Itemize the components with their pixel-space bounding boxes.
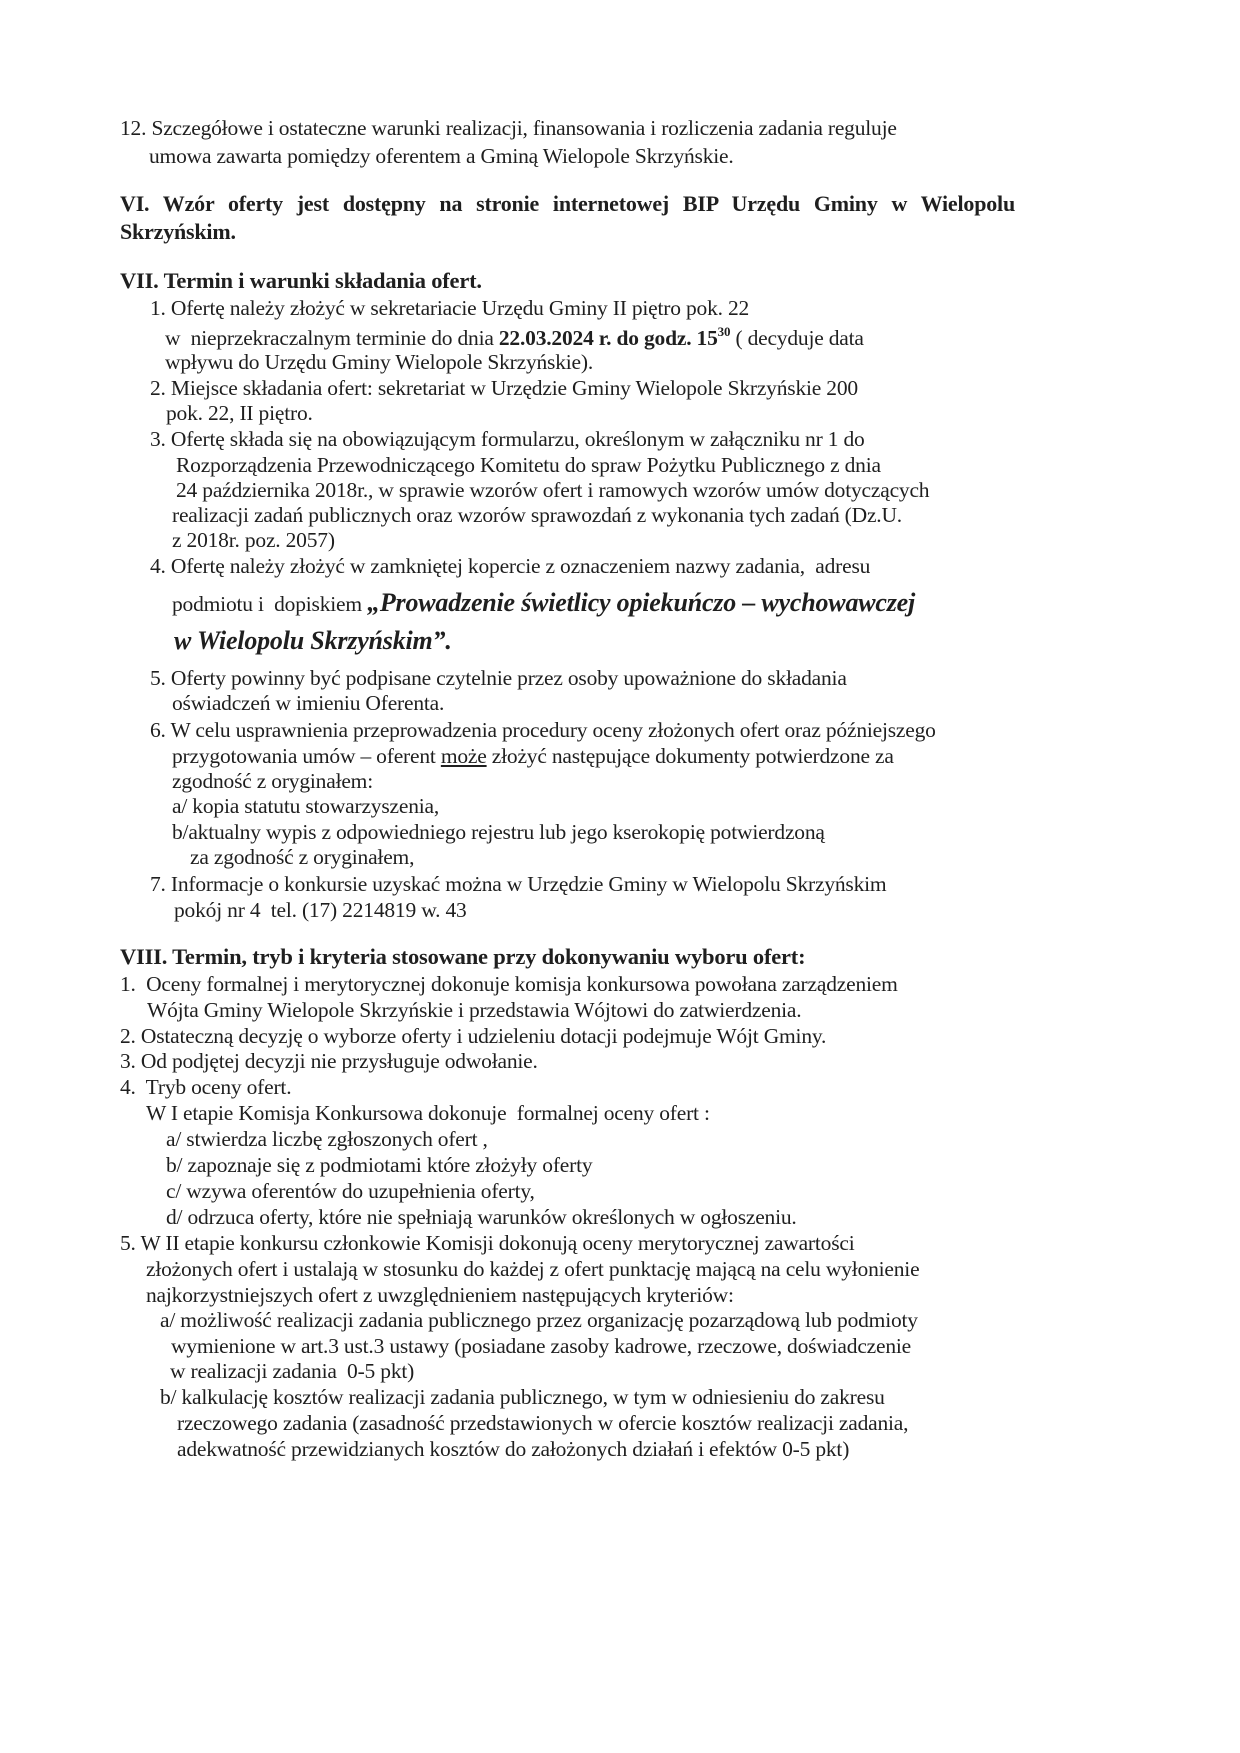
section-7-heading: VII. Termin i warunki składania ofert. [120, 268, 482, 293]
section-7-item-5-line-1: 5. Oferty powinny być podpisane czytelnie przez osoby upoważnione do składania [150, 666, 847, 690]
section-7-item-7-line-2: pokój nr 4 tel. (17) 2214819 w. 43 [174, 898, 467, 922]
section-7-item-6-line-2: przygotowania umów – oferent może złożyć następujące dokumenty potwierdzone za [172, 744, 894, 768]
section-8-item-4-subitem-c: c/ wzywa oferentów do uzupełnienia oferty, [166, 1179, 535, 1203]
section-7-item-6-subitem-b-line-1: b/aktualny wypis z odpowiedniego rejestru lub jego kserokopię potwierdzoną [172, 820, 825, 844]
section-8-item-4: 4. Tryb oceny ofert. [120, 1075, 292, 1099]
section-8-item-4-intro: W I etapie Komisja Konkursowa dokonuje formalnej oceny ofert : [146, 1101, 710, 1125]
section-6-heading-line-1: VI. Wzór oferty jest dostępny na stronie internetowej BIP Urzędu Gminy w Wielopolu [120, 191, 1015, 216]
section-7-item-4-line-2: podmiotu i dopiskiem „Prowadzenie świetlicy opiekuńczo – wychowawczej [172, 588, 916, 617]
section-8-item-2: 2. Ostateczną decyzję o wyborze oferty i udzieleniu dotacji podejmuje Wójt Gminy. [120, 1024, 827, 1048]
section-8-item-1-line-2: Wójta Gminy Wielopole Skrzyńskie i przedstawia Wójtowi do zatwierdzenia. [147, 998, 802, 1022]
section-7-item-1-line-1: 1. Ofertę należy złożyć w sekretariacie Urzędu Gminy II piętro pok. 22 [150, 296, 750, 320]
section-8-item-4-subitem-d: d/ odrzuca oferty, które nie spełniają warunków określonych w ogłoszeniu. [166, 1205, 797, 1229]
section-8-item-5-subitem-b-line-3: adekwatność przewidzianych kosztów do założonych działań i efektów 0-5 pkt) [177, 1437, 850, 1461]
section-8-item-5-subitem-a-line-2: wymienione w art.3 ust.3 ustawy (posiadane zasoby kadrowe, rzeczowe, doświadczenie [171, 1334, 912, 1358]
section-6-heading-line-2: Skrzyńskim. [120, 219, 236, 244]
section-7-item-1-line-2: w nieprzekraczalnym terminie do dnia 22.03.2024 r. do godz. $15^{30}$ ( decyduje data [165, 324, 864, 350]
section-8-item-4-subitem-a: a/ stwierdza liczbę zgłoszonych ofert , [166, 1127, 488, 1151]
section-8-item-5-subitem-a-line-3: w realizacji zadania 0-5 pkt) [170, 1359, 415, 1383]
section-7-item-6-subitem-b-line-2: za zgodność z oryginałem, [190, 845, 415, 869]
section-8-item-1-line-1: 1. Oceny formalnej i merytorycznej dokonuje komisja konkursowa powołana zarządzeniem [120, 972, 898, 996]
section-7-item-6-line-1: 6. W celu usprawnienia przeprowadzenia procedury oceny złożonych ofert oraz późniejszego [150, 718, 936, 742]
section-8-item-4-subitem-b: b/ zapoznaje się z podmiotami które złożyły oferty [166, 1153, 593, 1177]
deadline: 22.03.2024 r. do godz. 15 [498, 326, 718, 350]
section-7-item-3-line-4: realizacji zadań publicznych oraz wzorów sprawozdań z wykonania tych zadań (Dz.U. [172, 503, 902, 527]
section-7-item-4-line-1: 4. Ofertę należy złożyć w zamkniętej kopercie z oznaczeniem nazwy zadania, adresu [150, 554, 871, 578]
section-8-item-5-line-3: najkorzystniejszych ofert z uwzględnieniem następujących kryteriów: [146, 1283, 734, 1307]
section-7-item-2-line-1: 2. Miejsce składania ofert: sekretariat w Urzędzie Gminy Wielopole Skrzyńskie 200 [150, 376, 858, 400]
section-7-item-1-line-3: wpływu do Urzędu Gminy Wielopole Skrzyńskie). [165, 350, 594, 374]
section-7-item-3-line-5: z 2018r. poz. 2057) [172, 528, 335, 552]
task-title-line-2: w Wielopolu Skrzyńskim”. [174, 626, 452, 655]
section-8-heading: VIII. Termin, tryb i kryteria stosowane przy dokonywaniu wyboru ofert: [120, 944, 806, 969]
section-8-item-5-subitem-a-line-1: a/ możliwość realizacji zadania publicznego przez organizację pozarządową lub podmioty [160, 1308, 918, 1332]
section-7-item-2-line-2: pok. 22, II piętro. [166, 401, 313, 425]
section-7-item-3-line-3: 24 października 2018r., w sprawie wzorów ofert i ramowych wzorów umów dotyczących [176, 478, 930, 502]
section-7-item-3-line-1: 3. Ofertę składa się na obowiązującym formularzu, określonym w załączniku nr 1 do [150, 427, 865, 451]
section-7-item-3-line-2: Rozporządzenia Przewodniczącego Komitetu do spraw Pożytku Publicznego z dnia [176, 453, 881, 477]
section-8-item-5-line-1: 5. W II etapie konkursu członkowie Komisji dokonują oceny merytorycznej zawartości [120, 1231, 855, 1255]
section-8-item-5-line-2: złożonych ofert i ustalają w stosunku do każdej z ofert punktację mającą na celu wyłonienie [146, 1257, 920, 1281]
item-12-line-1: 12. Szczegółowe i ostateczne warunki realizacji, finansowania i rozliczenia zadania reguluje [120, 116, 897, 140]
section-8-item-5-subitem-b-line-1: b/ kalkulację kosztów realizacji zadania publicznego, w tym w odniesieniu do zakresu [160, 1385, 885, 1409]
section-7-item-7-line-1: 7. Informacje o konkursie uzyskać można w Urzędzie Gminy w Wielopolu Skrzyńskim [150, 872, 887, 896]
item-12-line-2: umowa zawarta pomiędzy oferentem a Gminą Wielopole Skrzyńskie. [149, 144, 734, 168]
section-8-item-5-subitem-b-line-2: rzeczowego zadania (zasadność przedstawionych w ofercie kosztów realizacji zadania, [177, 1411, 909, 1435]
section-7-item-6-line-3: zgodność z oryginałem: [172, 769, 373, 793]
section-8-item-3: 3. Od podjętej decyzji nie przysługuje odwołanie. [120, 1049, 538, 1073]
section-7-item-6-subitem-a: a/ kopia statutu stowarzyszenia, [172, 794, 440, 818]
section-7-item-5-line-2: oświadczeń w imieniu Oferenta. [172, 691, 445, 715]
task-title: „Prowadzenie świetlicy opiekuńczo – wychowawczej [367, 588, 916, 617]
